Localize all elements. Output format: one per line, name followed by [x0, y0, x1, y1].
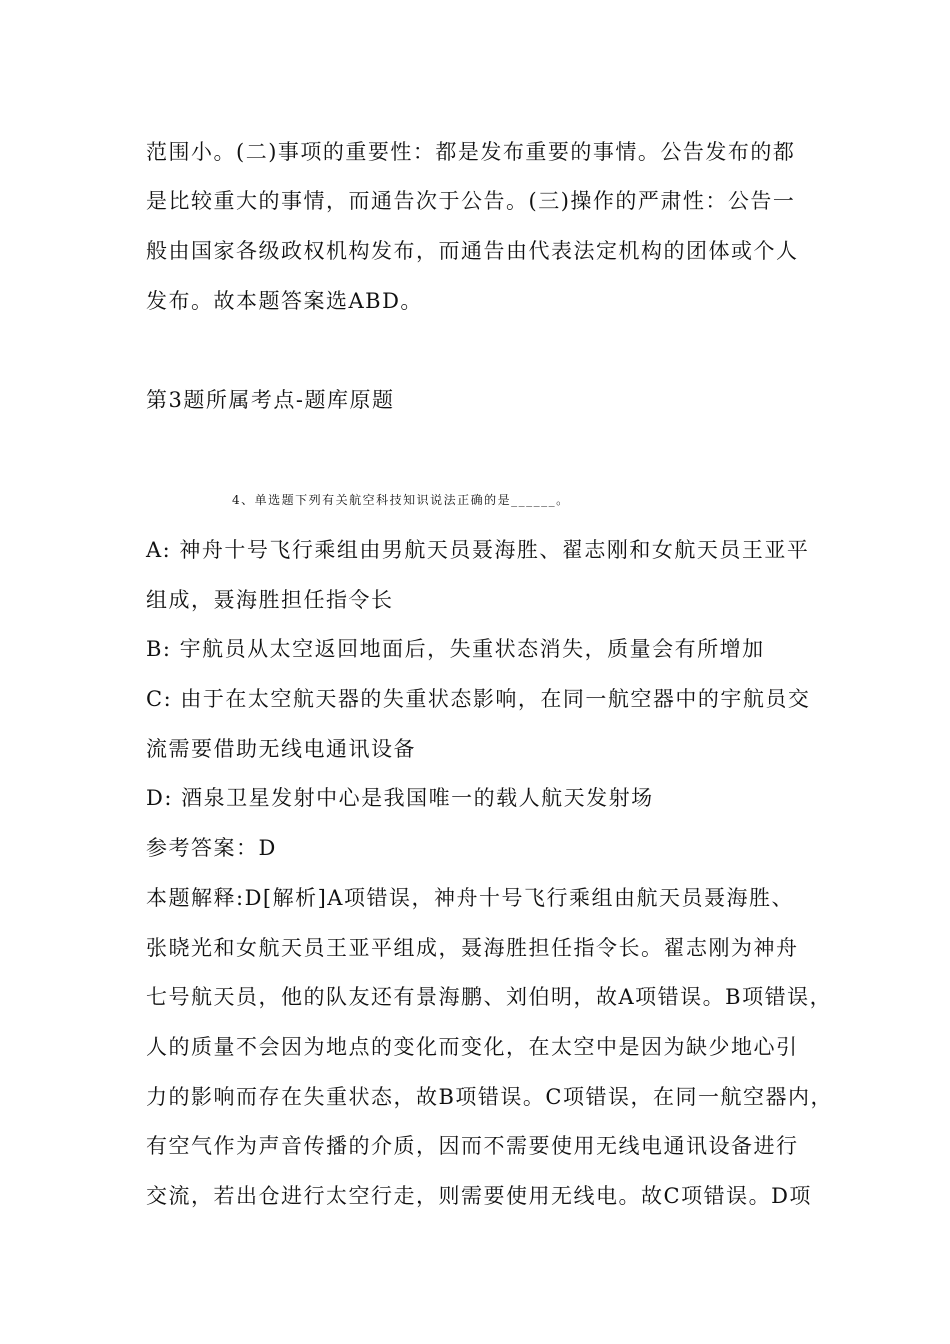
q4-option-c-cont: 流需要借助无线电通讯设备 — [146, 737, 416, 761]
q4-stem: 4、单选题下列有关航空科技知识说法正确的是______。 — [232, 493, 570, 507]
q4-option-a-cont: 组成，聂海胜担任指令长 — [146, 588, 394, 612]
q4-explanation-line: 张晓光和女航天员王亚平组成，聂海胜担任指令长。翟志刚为神舟 — [146, 936, 799, 960]
prev-explanation-line: 般由国家各级政权机构发布，而通告由代表法定机构的团体或个人 — [146, 239, 799, 263]
q4-explanation-line: 人的质量不会因为地点的变化而变化，在太空中是因为缺少地心引 — [146, 1035, 799, 1059]
prev-explanation-line: 范围小。(二)事项的重要性：都是发布重要的事情。公告发布的都 — [146, 140, 796, 164]
prev-explanation-line: 是比较重大的事情，而通告次于公告。(三)操作的严肃性：公告一 — [146, 189, 796, 213]
prev-explanation-line: 发布。故本题答案选ABD。 — [146, 289, 423, 313]
q4-option-d: D: 酒泉卫星发射中心是我国唯一的载人航天发射场 — [146, 786, 654, 810]
q4-option-a: A: 神舟十号飞行乘组由男航天员聂海胜、翟志刚和女航天员王亚平 — [146, 538, 810, 562]
q4-explanation-line: 有空气作为声音传播的介质，因而不需要使用无线电通讯设备进行 — [146, 1134, 799, 1158]
q3-topic: 第3题所属考点-题库原题 — [146, 388, 395, 412]
q4-option-b: B: 宇航员从太空返回地面后，失重状态消失，质量会有所增加 — [146, 637, 765, 661]
q4-explanation-line: 七号航天员，他的队友还有景海鹏、刘伯明，故A项错误。B项错误， — [146, 985, 833, 1009]
q4-explanation-line: 本题解释:D[解析]A项错误，神舟十号飞行乘组由航天员聂海胜、 — [146, 886, 794, 910]
q4-option-c: C: 由于在太空航天器的失重状态影响，在同一航空器中的宇航员交 — [146, 687, 811, 711]
q4-explanation-line: 交流，若出仓进行太空行走，则需要使用无线电。故C项错误。D项 — [146, 1184, 812, 1208]
q4-answer: 参考答案：D — [146, 836, 277, 860]
q4-explanation-line: 力的影响而存在失重状态，故B项错误。C项错误，在同一航空器内， — [146, 1085, 833, 1109]
